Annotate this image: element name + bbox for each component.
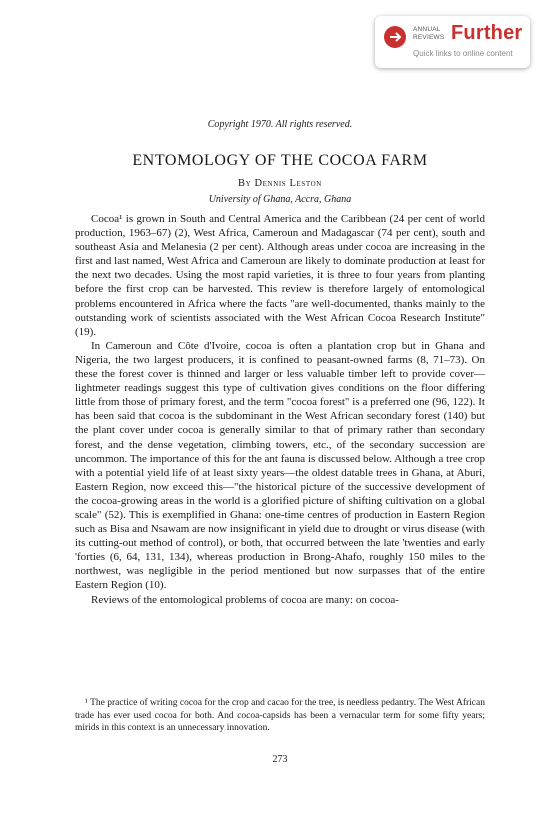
footnote-text: ¹ The practice of writing cocoa for the crop and cacao for the tree, is needless pedantry. The West African trade has ever used cocoa for both. And cocoa-capsids has been a vernacular term for some fifty years; mirids in this context is an unnecessary innovation.: [75, 698, 485, 733]
footnote: [75, 697, 485, 735]
paragraph: In Cameroun and Côte d'Ivoire, cocoa is often a plantation crop but in Ghana and Nigeria, the two largest producers, it is confined to peasant-owned farms (8, 71–73). On these the forest cover is thinned and larger or less valuable timber left to provide cover—lightmeter readings suggest this type of cultivation gives conditions on the floor differing little from those of primary forest, and the term "cocoa forest" is a preferred one (96, 122). It has been said that cocoa is the subdominant in the West African secondary forest (140) but the plant cover under cocoa is generally similar to that of primary rather than secondary forest, and the dense vegetation, climbing towers, etc., of the secondary succession are uncommon. The importance of this for the ant fauna is discussed below. Although a tree crop with a potential yield life of at least sixty years—the oldest datable trees in Ghana, at Aburi, Eastern Region, now exceed this—"the historical picture of the successive development of the cocoa-growing areas in the world is a glorified picture of shifting cultivation on a global scale" (52). This is exemplified in Ghana: one-time centres of production in Eastern Region such as Bisa and Nsawam are now insignificant in yield due to drought or virus disease (with its cutting-out method of control), or both, that occurred between the late 'twenties and early 'forties (6, 64, 131, 134), whereas production in Brong-Ahafo, roughly 150 miles to the northwest, was negligible in the period mentioned but now surpasses that of the entire Eastern Region (10).: [75, 339, 485, 592]
paragraph: Cocoa¹ is grown in South and Central America and the Caribbean (24 per cent of world production, 1963–67) (2), West Africa, Cameroun and Madagascar (74 per cent), south and southeast Asia and Melanesia (2 per cent). Although areas under cocoa are increasing in the first and last named, West Africa and Cameroun are likely to dominate production at least for the next two decades. Using the most rapid varieties, it is three to four years from planting before the first crop can be harvested. This review is therefore largely of entomological problems encountered in Africa where the facts "are well-documented, thanks mainly to the outstanding work of scientists associated with the West African Cocoa Research Institute" (19).: [75, 213, 485, 338]
paragraph: Reviews of the entomological problems of cocoa are many: on cocoa-: [91, 593, 399, 606]
copyright-notice: Copyright 1970. All rights reserved.: [207, 119, 353, 130]
author-affiliation: University of Ghana, Accra, Ghana: [208, 194, 352, 205]
article-author: By Dennis Leston: [238, 178, 322, 189]
annual-reviews-logo-icon: [384, 26, 406, 48]
further-brand: Further: [451, 22, 523, 44]
further-badge[interactable]: [375, 16, 530, 68]
article-body: [75, 212, 485, 607]
article-title: ENTOMOLOGY OF THE COCOA FARM: [132, 152, 428, 169]
badge-subtitle: Quick links to online content: [413, 49, 513, 58]
annual-reviews-wordmark: ANNUAL REVIEWS: [413, 26, 445, 41]
page-number: 273: [272, 754, 288, 765]
